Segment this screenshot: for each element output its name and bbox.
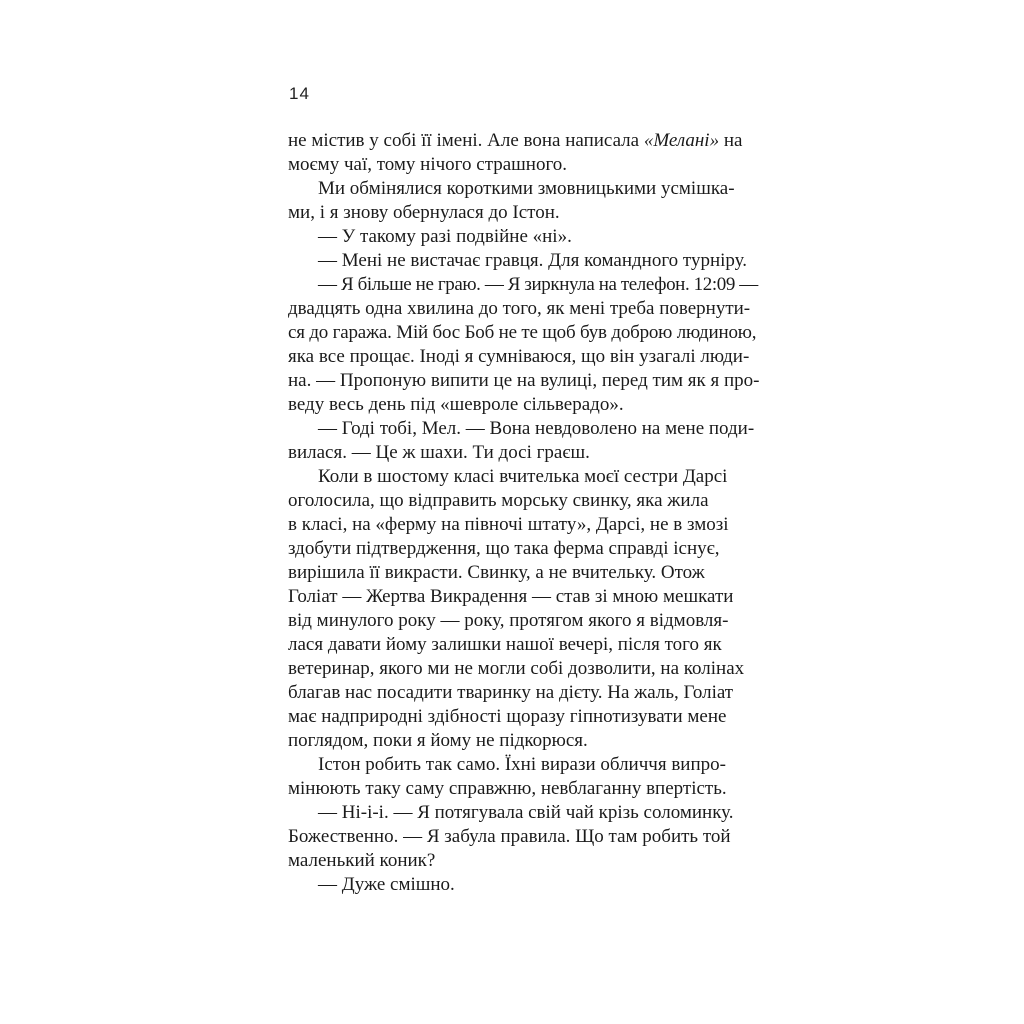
text-line: веду весь день під «шевроле сільверадо». xyxy=(288,394,624,415)
text-line: — Ні-і-і. — Я потягувала свій чай крізь соломинку. xyxy=(318,802,734,823)
text-line: мінюють таку саму справжню, невблаганну впертість. xyxy=(288,778,727,799)
text-line: двадцять одна хвилина до того, як мені треба повернути- xyxy=(288,298,751,319)
text-line: поглядом, поки я йому не підкорюся. xyxy=(288,730,588,751)
text-block xyxy=(288,129,761,897)
text-line: не містив у собі її імені. Але вона написала «Мелані» на xyxy=(288,130,743,151)
page-number: 14 xyxy=(289,84,310,103)
text-line: в класі, на «ферму на півночі штату», Дарсі, не в змозі xyxy=(288,514,729,535)
text-line: моєму чаї, тому нічого страшного. xyxy=(288,154,568,175)
text-line: на. — Пропоную випити це на вулиці, перед тим як я про- xyxy=(288,370,760,391)
text-line: благав нас посадити тваринку на дієту. На жаль, Голіат xyxy=(288,682,734,703)
text-line: — Я більше не граю. — Я зиркнула на телефон. 12:09 — xyxy=(318,274,758,295)
text-line: — Мені не вистачає гравця. Для командного турніру. xyxy=(318,250,747,271)
text-line: вилася. — Це ж шахи. Ти досі граєш. xyxy=(288,442,590,463)
text-line: — У такому разі подвійне «ні». xyxy=(318,226,572,247)
text-line: ветеринар, якого ми не могли собі дозволити, на колінах xyxy=(288,658,745,679)
italic-text: «Мелані» xyxy=(643,130,720,151)
text-line: здобути підтвердження, що така ферма справді існує, xyxy=(288,538,720,559)
text-line: маленький коник? xyxy=(288,850,436,871)
text-line: оголосила, що відправить морську свинку, яка жила xyxy=(288,490,709,511)
text-line: — Годі тобі, Мел. — Вона невдоволено на мене поди- xyxy=(318,418,755,439)
text-line: Коли в шостому класі вчителька моєї сестри Дарсі xyxy=(318,466,728,487)
text-line: ми, і я знову обернулася до Істон. xyxy=(288,202,560,223)
text-line: має надприродні здібності щоразу гіпнотизувати мене xyxy=(288,706,727,727)
text-line: від минулого року — року, протягом якого я відмовля- xyxy=(288,610,729,631)
text-line: — Дуже смішно. xyxy=(318,874,455,895)
text-line: Голіат — Жертва Викрадення — став зі мною мешкати xyxy=(288,586,734,607)
text-line: Ми обмінялися короткими змовницькими усмішка- xyxy=(318,178,735,199)
text-line: лася давати йому залишки нашої вечері, після того як xyxy=(288,634,722,655)
text-line: Божественно. — Я забула правила. Що там робить той xyxy=(288,826,731,847)
text-line: Істон робить так само. Їхні вирази обличчя випро- xyxy=(318,754,726,775)
text-line: вирішила її викрасти. Свинку, а не вчительку. Отож xyxy=(288,562,705,583)
text-line: ся до гаража. Мій бос Боб не те щоб був доброю людиною, xyxy=(288,322,757,343)
text-line: яка все прощає. Іноді я сумніваюся, що він узагалі люди- xyxy=(288,346,750,367)
